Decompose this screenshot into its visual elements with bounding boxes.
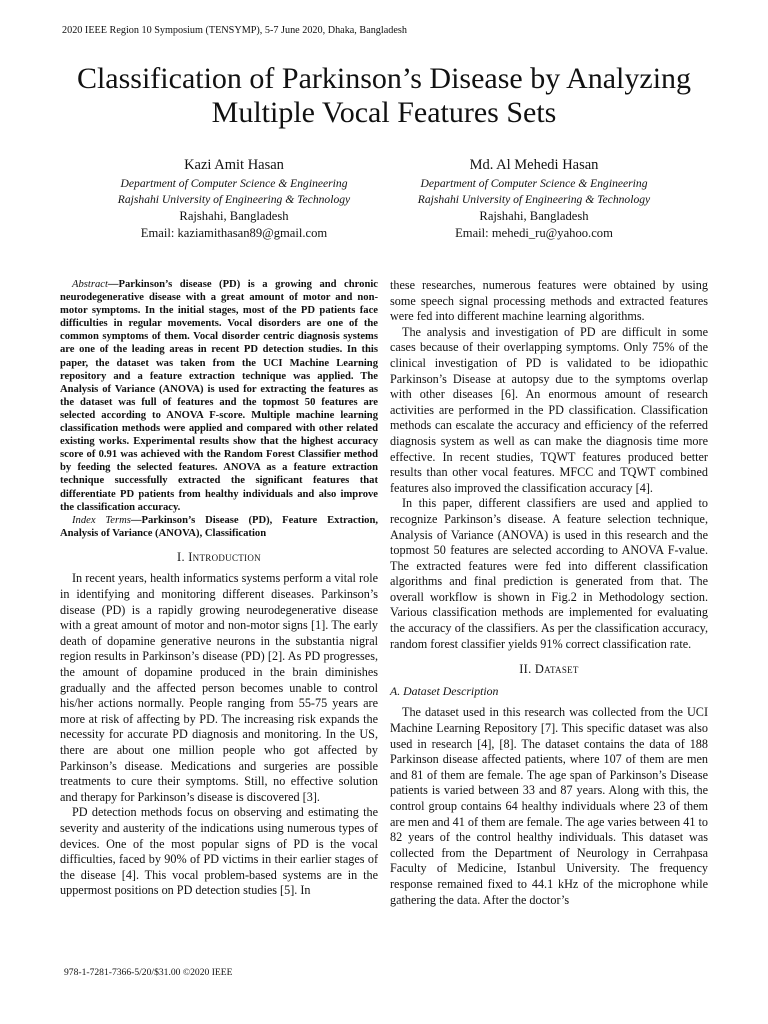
left-column <box>60 278 378 899</box>
index-terms <box>60 514 378 540</box>
subsection-heading-dataset-description: A. Dataset Description <box>390 683 499 698</box>
title-line-2: Multiple Vocal Features Sets <box>211 96 557 129</box>
intro-paragraph-2: PD detection methods focus on observing and estimating the severity and austerity of the indications using numerous types of devices. One of the most popular signs of PD is the vocal difficulties, faced by 90% of PD victims in their earlier stages of the disease [4]. This vocal problem-based systems are in the uppermost positions on PD detection studies [5]. In <box>60 805 378 898</box>
abstract-body: —Parkinson’s disease (PD) is a growing and chronic neurodegenerative disease with a great amount of motor and non-motor symptoms. In the initial stages, most of the PD patients face difficulties in regular movements. Vocal disorders are one of the common symptoms of them. Vocal disorder centric diagnosis systems are one of the leading areas in recent PD detection studies. In this paper, the dataset was taken from the UCI Machine Learning repository and a feature extraction technique was applied. The Analysis of Variance (ANOVA) is used for extracting the features as the dataset was full of features and the topmost 50 features are selected according to ANOVA F-score. Multiple machine learning classification methods were applied and compared with other related existing works. Experimental results show that the highest accuracy score of 0.91 was achieved with the Random Forest Classifier method by feeding the selected features. ANOVA as a feature extraction technique successfully extracted the significant features that differentiate PD patients from healthy individuals and also improve the classification accuracy. <box>60 279 378 513</box>
abstract-text <box>60 278 378 514</box>
author-city: Rajshahi, Bangladesh <box>179 209 289 224</box>
author-department: Department of Computer Science & Engineering <box>120 177 348 190</box>
author-department: Department of Computer Science & Engineering <box>420 177 648 190</box>
section-heading-dataset: II. Dataset <box>519 662 579 677</box>
intro-paragraph-4: The analysis and investigation of PD are difficult in some cases because of their overlapping symptoms. Only 75% of the clinical investigation of PD is validated to be idiopathic Parkinson’s Disease at autopsy due to the symptoms overlap with other diseases [6]. An enormous amount of research activities are performed in the PD classification. Classification methods can escalate the accuracy and efficiency of the referred diagnosis system as well as can make the diagnosis time more effective. In recent studies, TQWT features produced better results than other vocal features. MFCC and TQWT combined features also improved the classification accuracy [4]. <box>390 324 708 495</box>
dataset-paragraph-1: The dataset used in this research was collected from the UCI Machine Learning Repository [7]. This specific dataset was also used in research [4], [8]. The dataset contains the data of 188 Parkinson disease affected patients, where 107 of them are men and 81 of them are female. The age span of Parkinson’s Disease patients is varied between 33 and 87 years. Along with this, the control group contains 64 healthy individuals where 23 of them are men and 41 of them are female. The age varies between 41 to 82 years of the control healthy individuals. This dataset was collected from the Department of Neurology in Cerrahpasa Faculty of Medicine, Istanbul University. The frequency response remained fixed to 44.1 kHz of the microphone while gathering the data. After the doctor’s <box>390 705 708 907</box>
author-university: Rajshahi University of Engineering & Technology <box>417 193 651 207</box>
intro-paragraph-5: In this paper, different classifiers are used and applied to recognize Parkinson’s disease. A feature selection technique, Analysis of Variance (ANOVA) is used in this research and the topmost 50 features are selected according to ANOVA F-value. The extracted features were fed into different classification algorithms and final prediction is generated from that. The overall workflow is shown in Fig.2 in Methodology section. Various classification methods are implemented for evaluating the accuracy of the classifiers. As per the classification accuracy, random forest classifier yields 91% correct classification rate. <box>390 496 708 651</box>
abstract-lead: Abstract <box>72 279 108 290</box>
author-name: Kazi Amit Hasan <box>184 157 284 173</box>
author-city: Rajshahi, Bangladesh <box>479 209 589 224</box>
intro-paragraph-3: these researches, numerous features were obtained by using some speech signal processing methods and extracted features were fed into different machine learning algorithms. <box>390 278 708 324</box>
author-university: Rajshahi University of Engineering & Technology <box>117 193 351 207</box>
section-heading-introduction: I. Introduction <box>177 549 261 564</box>
paper-title <box>40 62 728 130</box>
author-block-2 <box>384 156 684 241</box>
author-email[interactable]: Email: mehedi_ru@yahoo.com <box>455 225 613 240</box>
title-line-1: Classification of Parkinson’s Disease by Analyzing <box>76 62 692 95</box>
author-name: Md. Al Mehedi Hasan <box>469 157 599 173</box>
abstract <box>60 278 378 540</box>
running-head: 2020 IEEE Region 10 Symposium (TENSYMP), 5-7 June 2020, Dhaka, Bangladesh <box>62 25 407 36</box>
copyright-footer: 978-1-7281-7366-5/20/$31.00 ©2020 IEEE <box>64 967 233 978</box>
index-terms-body: —Parkinson’s Disease (PD), Feature Extraction, Analysis of Variance (ANOVA), Classification <box>60 514 378 539</box>
author-block-1 <box>84 156 384 241</box>
index-terms-lead: Index Terms <box>72 514 131 526</box>
author-email[interactable]: Email: kaziamithasan89@gmail.com <box>140 225 328 240</box>
right-column <box>390 278 708 908</box>
intro-paragraph-1: In recent years, health informatics systems perform a vital role in identifying and monitoring different diseases. Parkinson’s disease (PD) is a rapidly growing neurodegenerative disease with a great amount of motor and non-motor signs [1]. The early death of dopamine generative neurons in the substantia nigral region results in Parkinson’s disease (PD) [2]. As PD progresses, the amount of dopamine produced in the brain diminishes gradually and the affected person becomes unable to control his/her actions normally. People ranging from 55-75 years are more at risk of affecting by PD. The increasing risk expands the necessity for accurate PD diagnosis and monitoring. In the US, there are about one million people who got affected by Parkinson’s disease. Medications and surgeries are possible treatments to cure their symptoms. Still, no effective solution and therapy for Parkinson’s disease is discovered [3]. <box>60 571 378 804</box>
